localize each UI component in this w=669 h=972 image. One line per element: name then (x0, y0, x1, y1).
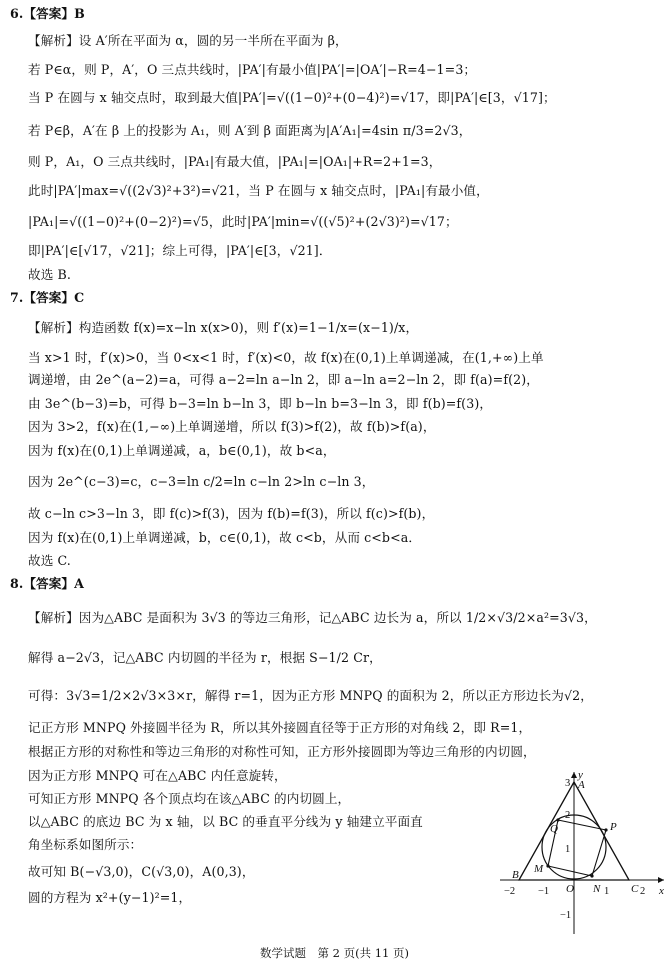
label-n: N (593, 883, 601, 895)
q6-answer-header: 6.【答案】B (10, 6, 85, 21)
point-m (546, 864, 549, 867)
tick-x-neg2: −2 (504, 886, 516, 897)
label-b: B (512, 869, 519, 881)
q6-line-3: 当 P 在圆与 x 轴交点时，取到最大值|PA′|=√((1−0)²+(0−4)²)=√17，即|PA′|∈[3，√17]； (28, 90, 556, 105)
q8-line-8: 以△ABC 的底边 BC 为 x 轴，以 BC 的垂直平分线为 y 轴建立平面直 (28, 814, 423, 829)
q8-line-5: 根据正方形的对称性和等边三角形的对称性可知，正方形外接圆即为等边三角形的内切圆， (28, 744, 536, 759)
x-axis-arrow-icon (658, 877, 664, 883)
tick-y-3: 3 (565, 778, 571, 789)
q6-line-1: 【解析】设 A′所在平面为 α，圆的另一半所在平面为 β， (28, 33, 348, 48)
label-o: O (566, 883, 574, 895)
label-m: M (534, 863, 544, 875)
point-p (604, 828, 607, 831)
label-y-axis: y (578, 769, 583, 781)
q6-line-2: 若 P∈α，则 P，A′，O 三点共线时，|PA′|有最小值|PA′|=|OA′|−R=4−1=3； (28, 62, 477, 77)
q7-answer-header: 7.【答案】C (10, 290, 85, 305)
triangle-incircle-figure (498, 768, 668, 938)
q7-line-9: 因为 f(x)在(0,1)上单调递减，b，c∈(0,1)，故 c<b，从而 c<b<a． (28, 530, 422, 545)
q7-line-8: 故 c−ln c>3−ln 3，即 f(c)>f(3)，因为 f(b)=f(3)，所以 f(c)>f(b)， (28, 506, 435, 521)
q7-line-2: 当 x>1 时，f′(x)>0，当 0<x<1 时，f′(x)<0，故 f(x)在(0,1)上单调递减，在(1,+∞)上单 (28, 350, 544, 365)
q8-line-1: 【解析】因为△ABC 是面积为 3√3 的等边三角形，记△ABC 边长为 a，所以 1/2×√3/2×a²=3√3， (28, 610, 597, 625)
q8-line-6: 因为正方形 MNPQ 可在△ABC 内任意旋转， (28, 768, 287, 783)
y-axis-arrow-icon (571, 772, 577, 778)
q7-line-3: 调递增，由 2e^(a−2)=a，可得 a−2=ln a−ln 2，即 a−ln a=2−ln 2，即 f(a)=f(2)， (28, 372, 539, 387)
tick-y-neg1: −1 (560, 910, 572, 921)
point-q (556, 818, 559, 821)
q8-line-11: 圆的方程为 x²+(y−1)²=1， (28, 890, 192, 905)
q6-line-4: 若 P∈β，A′在 β 上的投影为 A₁，则 A′到 β 面距离为|A′A₁|=4sin π/3=2√3， (28, 123, 472, 138)
q8-line-9: 角坐标系如图所示： (28, 837, 143, 852)
tick-x-neg1: −1 (538, 886, 550, 897)
q8-line-4: 记正方形 MNPQ 外接圆半径为 R，所以其外接圆直径等于正方形的对角线 2，即 R=1， (28, 720, 532, 735)
q6-line-7: |PA₁|=√((1−0)²+(0−2)²)=√5，此时|PA′|min=√((√5)²+(2√3)²)=√17； (28, 214, 458, 229)
tick-y-1: 1 (565, 844, 571, 855)
q6-line-6: 此时|PA′|max=√((2√3)²+3²)=√21，当 P 在圆与 x 轴交点时，|PA₁|有最小值， (28, 183, 489, 198)
q8-line-3: 可得：3√3=1/2×2√3×3×r，解得 r=1，因为正方形 MNPQ 的面积为 2，所以正方形边长为√2， (28, 688, 593, 703)
tick-x-1: 1 (604, 886, 610, 897)
point-n (590, 874, 593, 877)
q7-line-7: 因为 2e^(c−3)=c，c−3=ln c/2=ln c−ln 2>ln c−ln 3， (28, 474, 375, 489)
q7-line-5: 因为 3>2，f(x)在(1,−∞)上单调递增，所以 f(3)>f(2)，故 f(b)>f(a)， (28, 419, 436, 434)
tick-x-2: 2 (640, 886, 646, 897)
q8-answer-header: 8.【答案】A (10, 576, 84, 591)
tick-y-2: 2 (565, 810, 571, 821)
q8-line-10: 故可知 B(−√3,0)，C(√3,0)，A(0,3)， (28, 864, 255, 879)
q6-line-8: 即|PA′|∈[√17，√21]；综上可得，|PA′|∈[3，√21]． (28, 243, 332, 258)
page-footer: 数学试题 第 2 页(共 11 页) (259, 946, 410, 960)
q8-line-2: 解得 a−2√3，记△ABC 内切圆的半径为 r，根据 S−1/2 Cr， (28, 650, 382, 665)
label-a: A (578, 779, 585, 791)
q7-line-1: 【解析】构造函数 f(x)=x−ln x(x>0)，则 f′(x)=1−1/x=(x−1)/x， (28, 320, 419, 335)
q6-line-9: 故选 B. (28, 267, 71, 282)
q6-line-5: 则 P，A₁，O 三点共线时，|PA₁|有最大值，|PA₁|=|OA₁|+R=2+1=3， (28, 154, 442, 169)
label-c: C (631, 883, 639, 895)
q7-line-10: 故选 C. (28, 553, 71, 568)
q8-line-7: 可知正方形 MNPQ 各个顶点均在该△ABC 的内切圆上， (28, 791, 351, 806)
label-x-axis: x (659, 885, 664, 897)
label-p: P (610, 821, 617, 833)
q7-line-4: 由 3e^(b−3)=b，可得 b−3=ln b−ln 3，即 b−ln b=3−ln 3，即 f(b)=f(3)， (28, 396, 493, 411)
q7-line-6: 因为 f(x)在(0,1)上单调递减，a，b∈(0,1)，故 b<a， (28, 443, 336, 458)
label-q: Q (550, 823, 558, 835)
